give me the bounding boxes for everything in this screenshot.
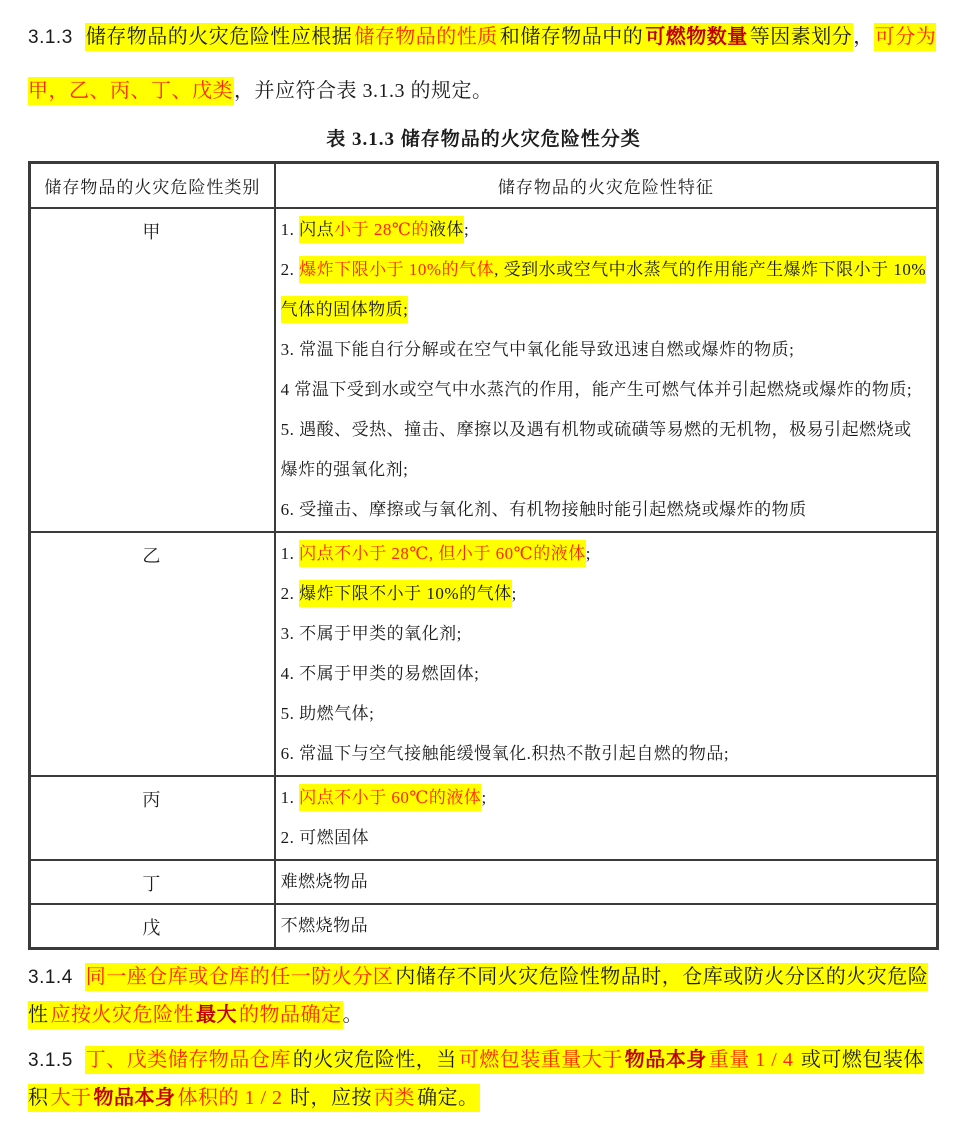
table-row xyxy=(30,904,938,949)
text-run: 1. xyxy=(280,544,300,563)
text-run: 时，应按 xyxy=(289,1084,373,1112)
text-run: 6. 常温下与空气接触能缓慢氧化.积热不散引起自燃的物品; xyxy=(280,744,730,763)
features-cell xyxy=(275,208,938,532)
features-cell xyxy=(275,860,938,904)
text-run: 5. 助燃气体; xyxy=(280,704,375,723)
text-run: 可燃物数量 xyxy=(644,23,749,51)
text-run: 3. 常温下能自行分解或在空气中氧化能导致迅速自燃或爆炸的物质; xyxy=(280,340,795,359)
text-run: 和储存物品中的 xyxy=(499,23,645,51)
text-run: 。 xyxy=(342,1004,363,1027)
text-run: 不燃烧物品 xyxy=(280,916,369,935)
text-run: 2. xyxy=(280,584,300,603)
feature-item xyxy=(281,694,928,734)
text-run: 闪点 xyxy=(299,216,334,243)
feature-item xyxy=(281,654,928,694)
table-row xyxy=(30,776,938,860)
features-cell xyxy=(275,904,938,949)
text-run: 或可燃包装体积 xyxy=(28,1046,924,1112)
feature-item xyxy=(281,250,928,330)
text-run: 的物品确定 xyxy=(238,1001,343,1029)
text-run: 物品本身 xyxy=(624,1046,708,1074)
text-run: 液体 xyxy=(429,216,464,243)
text-run: 3. 不属于甲类的氧化剂; xyxy=(280,624,462,643)
column-header-category: 储存物品的火灾危险性类别 xyxy=(30,163,275,209)
category-cell: 丙 xyxy=(30,776,275,860)
text-run: 2. xyxy=(280,260,300,279)
text-run: 闪点不小于 60℃的液体 xyxy=(299,784,481,811)
text-run: 应按火灾危险性 xyxy=(50,1001,196,1029)
text-run: 爆炸下限不小于 10%的气体 xyxy=(299,580,511,607)
text-run: 2. 可燃固体 xyxy=(280,828,370,847)
feature-item xyxy=(281,534,928,574)
text-run: 小于 28℃的 xyxy=(334,216,429,243)
section-3-1-4 xyxy=(28,958,939,1035)
category-cell: 丁 xyxy=(30,860,275,904)
text-run: ; xyxy=(463,220,470,239)
category-cell: 乙 xyxy=(30,532,275,776)
text-run: 丙类 xyxy=(373,1084,416,1112)
text-run: 可燃包装重量大于 xyxy=(458,1046,624,1074)
features-cell xyxy=(275,776,938,860)
section-number-3-1-4: 3.1.4 xyxy=(28,967,73,988)
section-text-3-1-3 xyxy=(28,23,936,105)
table-row xyxy=(30,532,938,776)
text-run: 闪点不小于 28℃, 但小于 60℃的液体 xyxy=(299,540,586,567)
text-run: 的火灾危险性，当 xyxy=(292,1046,458,1074)
section-number-3-1-5: 3.1.5 xyxy=(28,1049,73,1071)
text-run: 最大 xyxy=(195,1001,238,1029)
text-run: 体积的 1 / 2 xyxy=(177,1084,290,1112)
table-row xyxy=(30,208,938,532)
text-run: 1. xyxy=(280,220,300,239)
text-run: 爆炸下限小于 10%的气体 xyxy=(299,256,494,283)
feature-item xyxy=(281,370,928,410)
feature-item xyxy=(281,490,928,530)
table-header xyxy=(30,163,938,209)
text-run: 储存物品的性质 xyxy=(353,23,499,51)
text-run: 内储存不同火灾危险性物品时，仓库或防火分区的火灾危险性 xyxy=(28,963,928,1029)
feature-item xyxy=(281,862,928,902)
text-run: 1. xyxy=(280,788,300,807)
feature-item xyxy=(281,734,928,774)
text-run: 储存物品的火灾危险性应根据 xyxy=(85,23,354,51)
text-run: 4. 不属于甲类的易燃固体; xyxy=(280,664,480,683)
section-text-3-1-5 xyxy=(28,1046,924,1112)
feature-item xyxy=(281,410,928,490)
text-run: 同一座仓库或仓库的任一防火分区 xyxy=(85,963,395,991)
category-cell: 戊 xyxy=(30,904,275,949)
text-run: 大于 xyxy=(50,1084,93,1112)
fire-hazard-classification-table xyxy=(28,161,939,950)
section-number-3-1-3: 3.1.3 xyxy=(28,27,73,48)
feature-item xyxy=(281,614,928,654)
table-title: 表 3.1.3 储存物品的火灾危险性分类 xyxy=(326,129,641,150)
text-run: 可分为甲，乙、丙、丁、戊类 xyxy=(28,23,936,105)
table-body xyxy=(30,208,938,949)
text-run: ; xyxy=(481,788,487,807)
section-3-1-3 xyxy=(28,10,939,118)
text-run: ， xyxy=(853,26,874,48)
feature-item xyxy=(281,330,928,370)
text-run: 重量 1 / 4 xyxy=(708,1046,800,1074)
feature-item xyxy=(281,906,928,946)
features-cell xyxy=(275,532,938,776)
text-run: 难燃烧物品 xyxy=(280,872,369,891)
text-run: 5. 遇酸、受热、撞击、摩擦以及遇有机物或硫磺等易燃的无机物，极易引起燃烧或爆炸的强氧化剂; xyxy=(280,420,912,479)
text-run: , 受到水或空气中水蒸气的作用能产生爆炸下限小于 10%气体的固体物质; xyxy=(281,256,926,323)
text-run: ; xyxy=(585,544,591,563)
category-cell: 甲 xyxy=(30,208,275,532)
feature-item xyxy=(281,778,928,818)
text-run: 6. 受撞击、摩擦或与氧化剂、有机物接触时能引起燃烧或爆炸的物质 xyxy=(280,500,807,519)
feature-item xyxy=(281,574,928,614)
text-run: 4 常温下受到水或空气中水蒸汽的作用，能产生可燃气体并引起燃烧或爆炸的物质; xyxy=(280,380,913,399)
feature-item xyxy=(281,818,928,858)
text-run: ; xyxy=(511,584,517,603)
text-run: 丁、戊类储存物品仓库 xyxy=(85,1046,292,1074)
text-run: ，并应符合表 3.1.3 的规定。 xyxy=(234,80,493,102)
section-text-3-1-4 xyxy=(28,963,928,1029)
section-3-1-5 xyxy=(28,1041,939,1118)
text-run: 等因素划分 xyxy=(749,23,854,51)
feature-item xyxy=(281,210,928,250)
column-header-features: 储存物品的火灾危险性特征 xyxy=(275,163,938,209)
table-row xyxy=(30,860,938,904)
text-run: 物品本身 xyxy=(93,1084,177,1112)
text-run: 确定。 xyxy=(416,1084,480,1112)
